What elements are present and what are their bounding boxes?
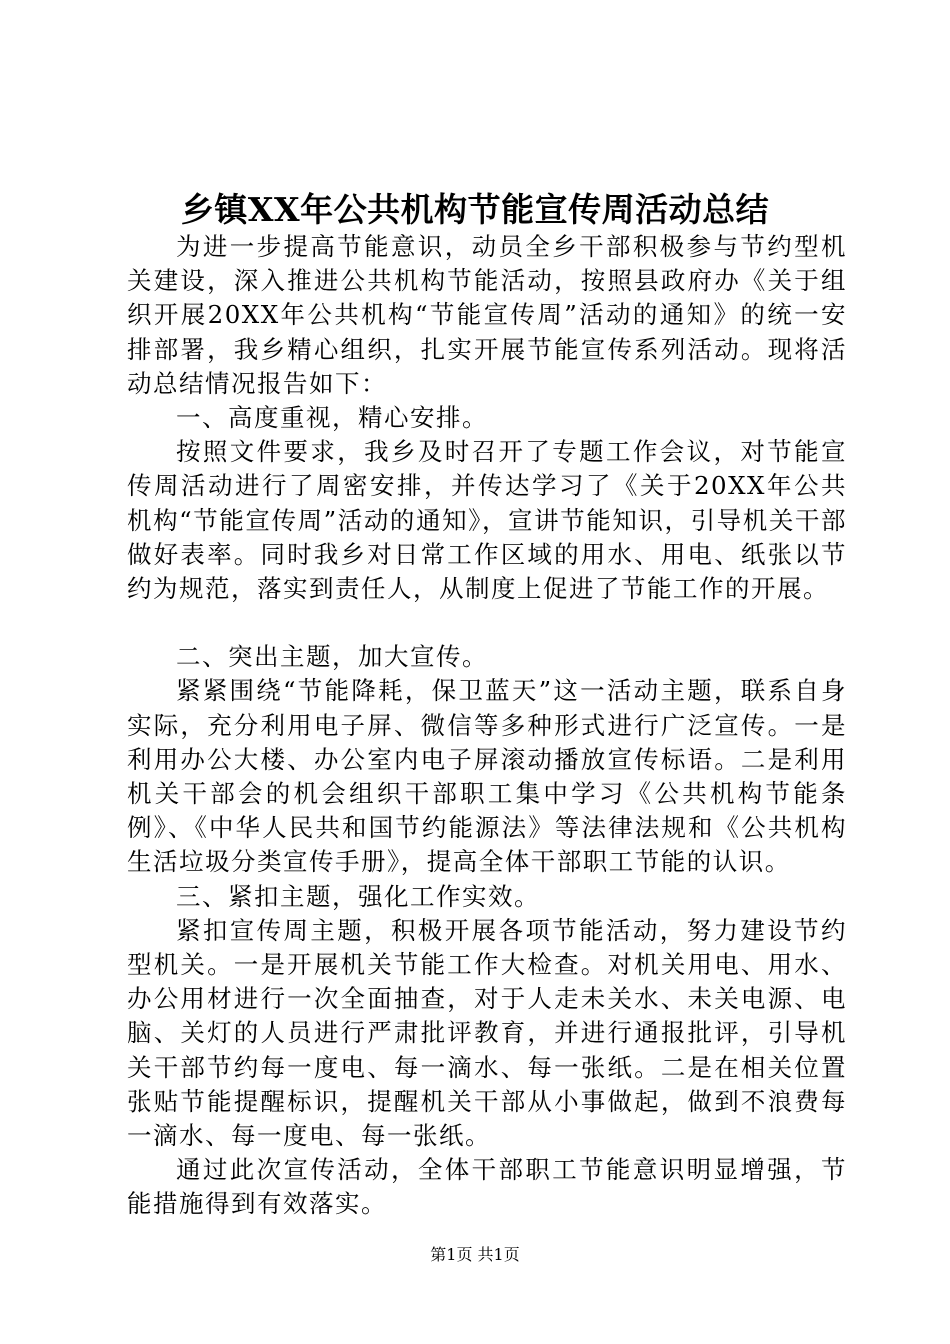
section-paragraph-2: 紧紧围绕“节能降耗，保卫蓝天”这一活动主题，联系自身实际，充分利用电子屏、微信等多种形式进行广泛宣传。一是利用办公大楼、办公室内电子屏滚动播放宣传标语。二是利用机关干部会的机会组织干部职工集中学习《公共机构节能条例》、《中华人民共和国节约能源法》等法律法规和《公共机构生活垃圾分类宣传手册》，提高全体干部职工节能的认识。 (127, 676, 847, 877)
section-paragraph-3: 紧扣宣传周主题，积极开展各项节能活动，努力建设节约型机关。一是开展机关节能工作大检查。对机关用电、用水、办公用材进行一次全面抽查，对于人走未关水、未关电源、电脑、关灯的人员进行严肃批评教育，并进行通报批评，引导机关干部节约每一度电、每一滴水、每一张纸。二是在相关位置张贴节能提醒标识，提醒机关干部从小事做起，做到不浪费每一滴水、每一度电、每一张纸。 (127, 915, 847, 1151)
document-title: 乡镇XX年公共机构节能宣传周活动总结 (180, 190, 770, 229)
conclusion-paragraph: 通过此次宣传活动，全体干部职工节能意识明显增强，节能措施得到有效落实。 (127, 1155, 847, 1219)
document-body (127, 230, 847, 1222)
intro-paragraph: 为进一步提高节能意识，动员全乡干部积极参与节约型机关建设，深入推进公共机构节能活动，按照县政府办《关于组织开展20XX年公共机构“节能宣传周”活动的通知》的统一安排部署，我乡精心组织，扎实开展节能宣传系列活动。现将活动总结情况报告如下： (127, 232, 847, 398)
section-heading-2: 二、突出主题，加大宣传。 (176, 642, 488, 672)
section-heading-3: 三、紧扣主题，强化工作实效。 (176, 881, 540, 911)
page-number-footer: 第1页 共1页 (430, 1245, 520, 1264)
section-heading-1: 一、高度重视，精心安排。 (176, 403, 488, 433)
section-paragraph-1: 按照文件要求，我乡及时召开了专题工作会议，对节能宣传周活动进行了周密安排，并传达学习了《关于20XX年公共机构“节能宣传周”活动的通知》，宣讲节能知识，引导机关干部做好表率。同时我乡对日常工作区域的用水、用电、纸张以节约为规范，落实到责任人，从制度上促进了节能工作的开展。 (127, 437, 847, 604)
